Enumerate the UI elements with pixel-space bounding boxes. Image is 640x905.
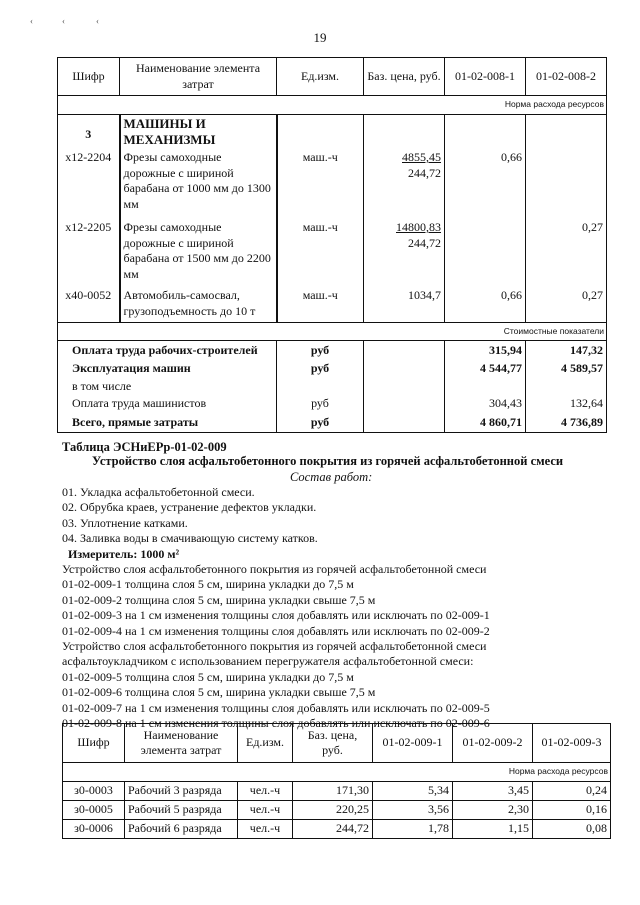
section-title: МАШИНЫ И МЕХАНИЗМЫ xyxy=(120,114,277,150)
meter: Измеритель: 1000 м² xyxy=(68,546,180,561)
summary-name: в том числе xyxy=(58,379,277,395)
summary-row xyxy=(58,360,607,379)
row-value-1: 0,66 xyxy=(445,150,526,216)
table-header-row xyxy=(58,58,607,96)
section-code: 3 xyxy=(58,114,120,150)
row-value-2 xyxy=(526,150,607,216)
table-row xyxy=(63,781,611,800)
section-row xyxy=(58,114,607,150)
header-name: Наименование элемента затрат xyxy=(120,58,277,96)
table-row xyxy=(63,800,611,819)
row-unit: чел.-ч xyxy=(238,781,293,800)
works-list xyxy=(62,485,490,732)
work-item: 04. Заливка воды в смачивающую систему катков. xyxy=(62,531,318,546)
summary-row xyxy=(58,395,607,414)
header-col-1: 01-02-008-1 xyxy=(445,58,526,96)
row-value-1: 0,66 xyxy=(445,286,526,322)
row-unit: маш.-ч xyxy=(277,216,364,286)
row-price: 171,30 xyxy=(293,781,373,800)
description-line: 01-02-009-5 толщина слоя 5 см, ширина укладки до 7,5 м xyxy=(62,669,354,684)
norm-label: Норма расхода ресурсов xyxy=(58,96,607,115)
header-col-2: 01-02-008-2 xyxy=(526,58,607,96)
corner-mark: ‹ xyxy=(96,16,99,26)
row-price-sub: 244,72 xyxy=(408,165,441,180)
table-header-row xyxy=(63,724,611,763)
resources-table-009 xyxy=(62,723,611,839)
header-name: Наименование элемента затрат xyxy=(125,724,238,763)
summary-name: Всего, прямые затраты xyxy=(58,414,277,433)
header-code: Шифр xyxy=(58,58,120,96)
work-item: 03. Уплотнение катками. xyxy=(62,515,188,530)
row-code: з0-0006 xyxy=(63,819,125,838)
row-value-2: 0,27 xyxy=(526,286,607,322)
description-line: 01-02-009-1 толщина слоя 5 см, ширина укладки до 7,5 м xyxy=(62,577,354,592)
header-col-2: 01-02-009-2 xyxy=(453,724,533,763)
row-unit: маш.-ч xyxy=(277,150,364,216)
summary-value-2: 4 589,57 xyxy=(526,360,607,379)
row-name: Рабочий 5 разряда xyxy=(125,800,238,819)
header-unit: Ед.изм. xyxy=(238,724,293,763)
row-value-2: 3,45 xyxy=(453,781,533,800)
row-value-3: 0,24 xyxy=(533,781,611,800)
summary-unit: руб xyxy=(277,414,364,433)
work-item: 02. Обрубка краев, устранение дефектов укладки. xyxy=(62,500,317,515)
resources-table-008 xyxy=(57,57,607,433)
description-line: 01-02-009-8 на 1 см изменения толщины слоя добавлять или исключать по 02-009-6 xyxy=(62,716,490,731)
row-price: 244,72 xyxy=(293,819,373,838)
description-line: 01-02-009-2 толщина слоя 5 см, ширина укладки свыше 7,5 м xyxy=(62,592,376,607)
row-value-1: 1,78 xyxy=(373,819,453,838)
row-unit: маш.-ч xyxy=(277,286,364,322)
table-title: Таблица ЭСНиЕРр-01-02-009 xyxy=(62,440,227,454)
row-value-2: 1,15 xyxy=(453,819,533,838)
row-unit: чел.-ч xyxy=(238,800,293,819)
row-price: 220,25 xyxy=(293,800,373,819)
table-subtitle: Устройство слоя асфальтобетонного покрытия из горячей асфальтобетонной смеси xyxy=(92,454,564,468)
header-price: Баз. цена, руб. xyxy=(364,58,445,96)
header-col-3: 01-02-009-3 xyxy=(533,724,611,763)
summary-name: Эксплуатация машин xyxy=(58,360,277,379)
header-price: Баз. цена, руб. xyxy=(293,724,373,763)
row-unit: чел.-ч xyxy=(238,819,293,838)
summary-value-1: 315,94 xyxy=(445,341,526,360)
row-name: Фрезы самоходные дорожные с шириной барабана от 1500 мм до 2200 мм xyxy=(120,216,277,286)
row-value-3: 0,16 xyxy=(533,800,611,819)
norm-label: Норма расхода ресурсов xyxy=(63,763,611,782)
row-value-2: 2,30 xyxy=(453,800,533,819)
row-price-main: 4855,45 xyxy=(402,150,441,165)
corner-mark: ‹ xyxy=(30,16,33,26)
cost-label: Стоимостные показатели xyxy=(58,322,607,341)
header-unit: Ед.изм. xyxy=(277,58,364,96)
summary-unit: руб xyxy=(277,341,364,360)
description-line: 01-02-009-3 на 1 см изменения толщины слоя добавлять или исключать по 02-009-1 xyxy=(62,608,490,623)
row-value-3: 0,08 xyxy=(533,819,611,838)
description-line: 01-02-009-7 на 1 см изменения толщины слоя добавлять или исключать по 02-009-5 xyxy=(62,700,490,715)
summary-name: Оплата труда машинистов xyxy=(58,395,277,414)
summary-value-1: 4 544,77 xyxy=(445,360,526,379)
header-col-1: 01-02-009-1 xyxy=(373,724,453,763)
description-line: Устройство слоя асфальтобетонного покрытия из горячей асфальтобетонной смеси xyxy=(62,639,487,654)
corner-mark: ‹ xyxy=(62,16,65,26)
summary-name: Оплата труда рабочих-строителей xyxy=(58,341,277,360)
row-price-main: 1034,7 xyxy=(364,286,445,322)
row-value-1: 3,56 xyxy=(373,800,453,819)
summary-row xyxy=(58,341,607,360)
summary-value-1: 4 860,71 xyxy=(445,414,526,433)
row-price-sub: 244,72 xyxy=(408,235,441,250)
table-row xyxy=(58,216,607,286)
summary-value-2: 132,64 xyxy=(526,395,607,414)
row-name: Рабочий 6 разряда xyxy=(125,819,238,838)
description-line: Устройство слоя асфальтобетонного покрытия из горячей асфальтобетонной смеси xyxy=(62,562,487,577)
row-value-2: 0,27 xyxy=(526,216,607,286)
row-value-1 xyxy=(445,216,526,286)
row-name: Фрезы самоходные дорожные с шириной барабана от 1000 мм до 1300 мм xyxy=(120,150,277,216)
row-code: х40-0052 xyxy=(58,286,120,322)
table-row xyxy=(58,150,607,216)
row-code: з0-0005 xyxy=(63,800,125,819)
work-item: 01. Укладка асфальтобетонной смеси. xyxy=(62,485,255,499)
header-code: Шифр xyxy=(63,724,125,763)
works-heading: Состав работ: xyxy=(290,470,373,484)
summary-row xyxy=(58,414,607,433)
row-code: х12-2204 xyxy=(58,150,120,216)
page-number: 19 xyxy=(313,30,327,45)
summary-unit: руб xyxy=(277,360,364,379)
summary-unit: руб xyxy=(277,395,364,414)
description-line: 01-02-009-4 на 1 см изменения толщины слоя добавлять или исключать по 02-009-2 xyxy=(62,623,490,638)
row-name: Автомобиль-самосвал, грузоподъемность до 10 т xyxy=(120,286,277,322)
row-price-main: 14800,83 xyxy=(396,220,441,235)
summary-row xyxy=(58,379,607,395)
table-row xyxy=(63,819,611,838)
summary-value-2: 147,32 xyxy=(526,341,607,360)
summary-value-2: 4 736,89 xyxy=(526,414,607,433)
description-line: асфальтоукладчиком с использованием перегружателя асфальтобетонной смеси: xyxy=(62,654,474,669)
description-line: 01-02-009-6 толщина слоя 5 см, ширина укладки свыше 7,5 м xyxy=(62,685,376,700)
row-name: Рабочий 3 разряда xyxy=(125,781,238,800)
table-row xyxy=(58,286,607,322)
summary-value-1: 304,43 xyxy=(445,395,526,414)
row-code: з0-0003 xyxy=(63,781,125,800)
row-value-1: 5,34 xyxy=(373,781,453,800)
row-code: х12-2205 xyxy=(58,216,120,286)
